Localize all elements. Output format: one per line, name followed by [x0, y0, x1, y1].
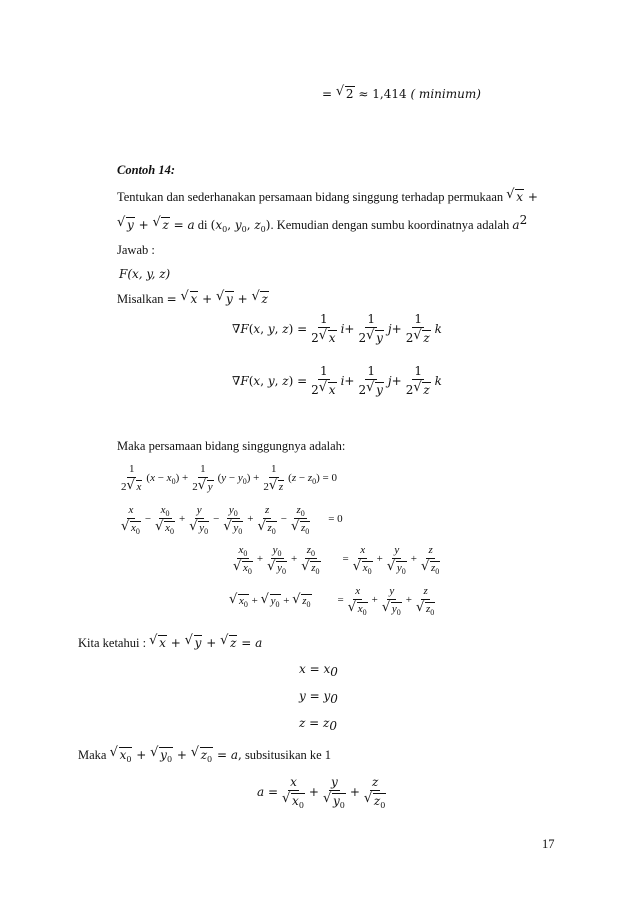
top-result-line	[322, 86, 481, 100]
known-eq-y	[299, 689, 338, 706]
conclusion-text: Maka persamaan bidang singgungnya adalah:	[117, 439, 346, 453]
known-eq-x	[299, 662, 338, 679]
known-eq-z	[299, 716, 337, 733]
known-eq-x-sub: 0	[330, 665, 338, 679]
tangent-eq-4: √ $x_0$ + √ $y_0$ + √ $z_0$ = x √ $x_0$ + y √ $y_0$ + z √ $z_0$	[229, 586, 439, 615]
gradient-eq-2: ∇F(x, y, z) = $\frac{1}{2√ x}$ i + $\frac{1}{2√ y}$ j + $\frac{1}{2√ z}$ k	[232, 365, 442, 396]
approx-value: 1,414	[372, 87, 407, 101]
known-eq-x-text: x = x	[299, 662, 331, 676]
approx-sign: ≈	[358, 87, 369, 101]
sqrt-2	[336, 86, 355, 100]
known-label: Kita ketahui :	[78, 636, 147, 650]
equals-sign: =	[322, 87, 333, 101]
tangent-eq-2: x √ $x_0$ − $x_0$ √ $x_0$ + y √ $y_0$ − $y_0$ √ $y_0$ + z √ $z_0$ − $z_0$ √ $z_0$ = 0	[117, 505, 343, 534]
gradient-eq-1: ∇F(x, y, z) = $\frac{1}{2√ x}$ i + $\frac{1}{2√ y}$ j + $\frac{1}{2√ z}$ k	[232, 313, 442, 344]
answer-label: Jawab :	[117, 243, 155, 257]
function-label: F(x, y, z)	[119, 267, 171, 281]
misalkan-text: Misalkan	[117, 292, 164, 306]
task-line-1: Tentukan dan sederhanakan persamaan bidang singgung terhadap permukaan √ x +	[117, 189, 538, 204]
substitute-line: Maka √ $x_0$ + √ $y_0$ + √ $z_0 = a$, subsitusikan ke 1	[78, 747, 331, 762]
known-eq-y-text: y = y	[299, 689, 331, 703]
substitute-suffix: subsitusikan ke 1	[244, 748, 332, 762]
substitute-prefix: Maka	[78, 748, 107, 762]
minimum-note: ( minimum)	[410, 87, 481, 101]
page-number: 17	[542, 837, 555, 851]
example-title: Contoh 14:	[117, 163, 176, 177]
task-di: di	[197, 218, 208, 232]
tangent-eq-1: $\frac{1}{2√ x}$ $(x - x_0)$ + $\frac{1}{2√ y}$ $(y - y_0)$ + $\frac{1}{2√ z}$ $(z - z_0) = 0$	[117, 464, 337, 493]
known-eq-z-sub: 0	[329, 719, 337, 733]
task-line-2: √ y + √ z = a di ($x_0$, $y_0$, $z_0$). Kemudian dengan sumbu koordinatnya adalah $a^2$	[117, 217, 527, 232]
sqrt-z: √ z	[152, 217, 169, 231]
sqrt-x: √ x	[506, 189, 524, 203]
known-eq-y-sub: 0	[330, 692, 338, 706]
sqrt-2-arg: 2	[345, 87, 354, 101]
known-line: Kita ketahui : √ x + √ y + √ z = a	[78, 635, 262, 650]
final-lhs: a =	[257, 784, 279, 799]
sqrt-y: √ y	[117, 217, 135, 231]
tangent-eq-3: $x_0$ √ $x_0$ + $y_0$ √ $y_0$ + $z_0$ √ $z_0$ = x √ $x_0$ + y √ $y_0$ + z √ $z_0$	[229, 545, 444, 574]
task-text-1: Tentukan dan sederhanakan persamaan bidang singgung terhadap permukaan	[117, 190, 504, 204]
known-eq-z-text: z = z	[299, 716, 330, 730]
misalkan-line: Misalkan = √ x + √ y + √ z	[117, 291, 269, 306]
task-text-2: . Kemudian dengan sumbu koordinatnya adalah	[270, 218, 510, 232]
final-result: a = x √ $x_0$ + y √ $y_0$ + z √ $z_0$	[257, 776, 390, 807]
